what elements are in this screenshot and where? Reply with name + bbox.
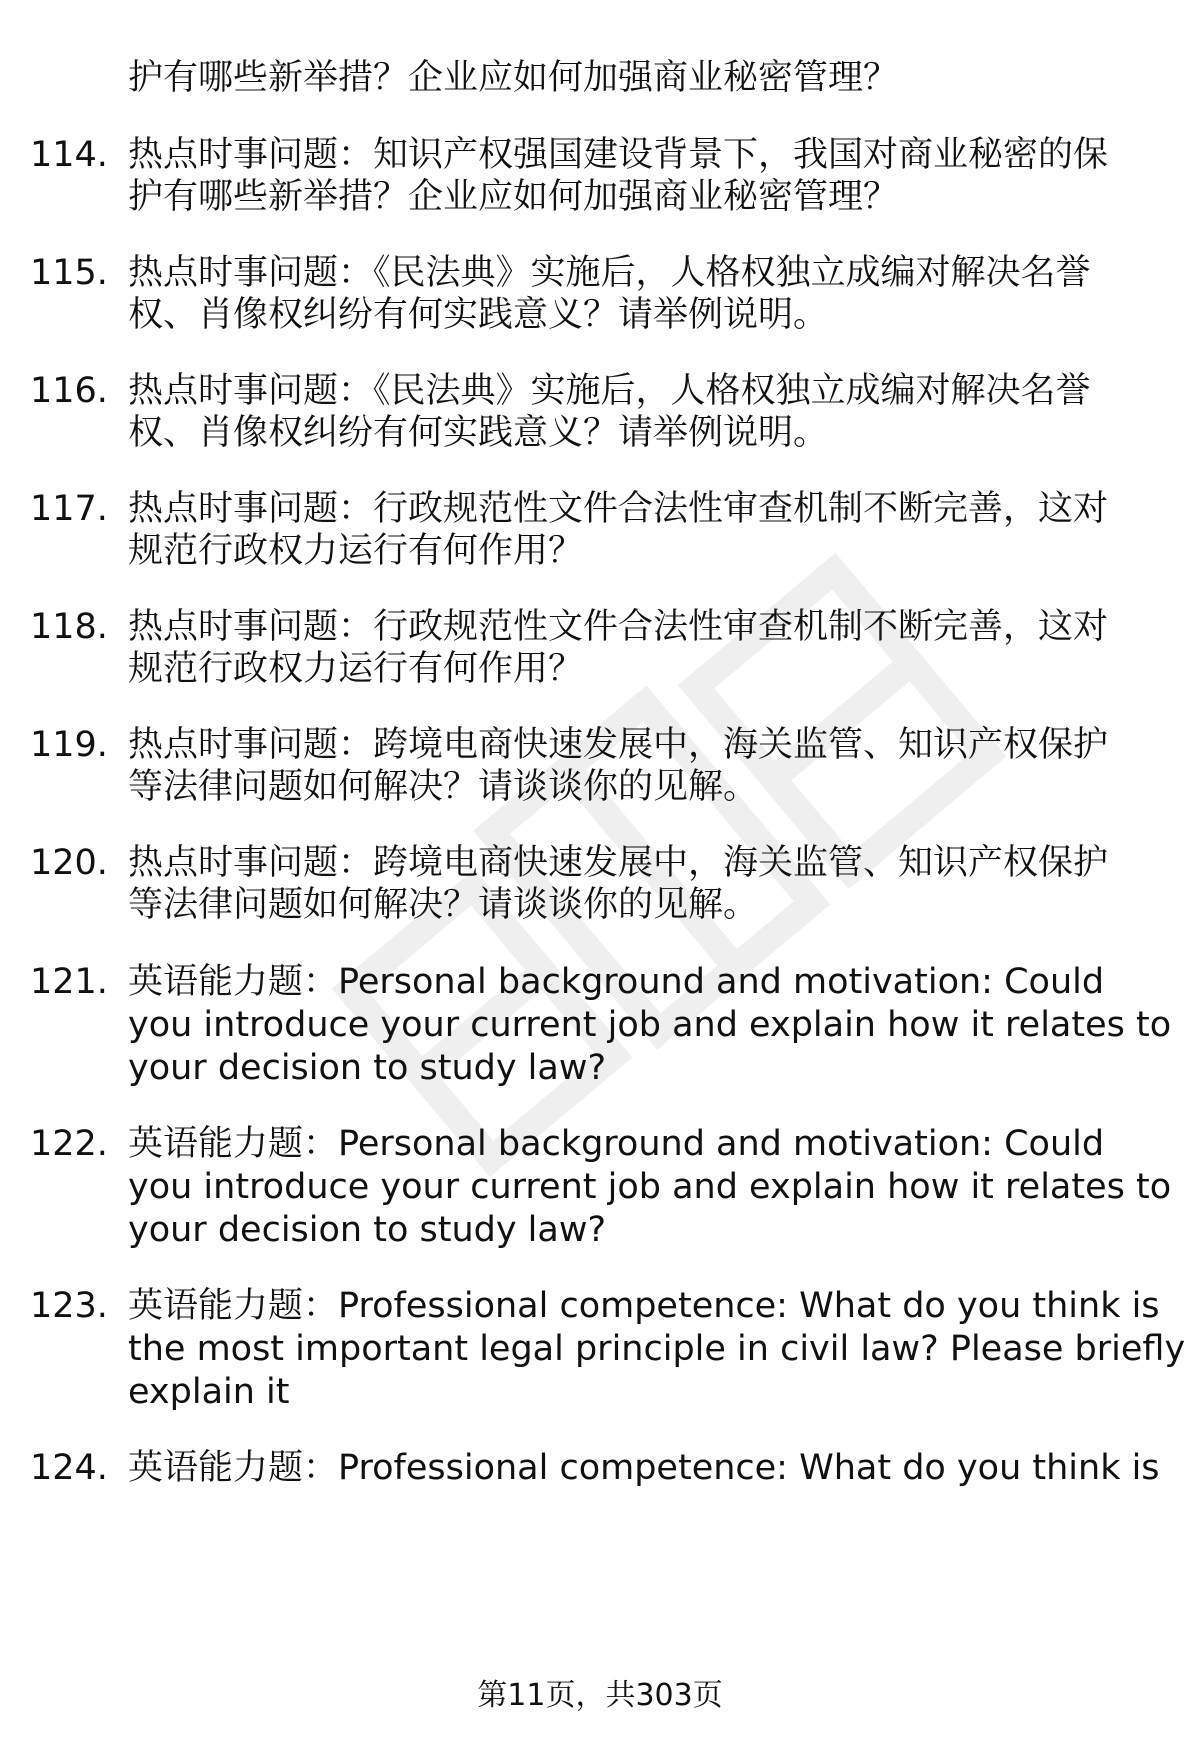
- question-number: 115.: [30, 253, 108, 293]
- question-text-line: 热点时事问题：跨境电商快速发展中，海关监管、知识产权保护: [128, 843, 1109, 883]
- question-text-line: 规范行政权力运行有何作用？: [128, 649, 584, 689]
- question-text-line: 热点时事问题：行政规范性文件合法性审查机制不断完善，这对: [128, 607, 1109, 647]
- question-text-line: 护有哪些新举措？企业应如何加强商业秘密管理？: [128, 177, 899, 217]
- continuation-line: 护有哪些新举措？企业应如何加强商业秘密管理？: [128, 58, 899, 98]
- question-text-line: the most important legal principle in civil law? Please briefly: [128, 1329, 1186, 1369]
- question-text-line: 热点时事问题：知识产权强国建设背景下，我国对商业秘密的保: [128, 135, 1109, 175]
- question-text-line: you introduce your current job and explain how it relates to: [128, 1005, 1172, 1045]
- question-text-line: 热点时事问题：行政规范性文件合法性审查机制不断完善，这对: [128, 489, 1109, 529]
- question-number: 122.: [30, 1124, 108, 1164]
- question-text-line: 热点时事问题：跨境电商快速发展中，海关监管、知识产权保护: [128, 725, 1109, 765]
- question-text-line: your decision to study law?: [128, 1048, 607, 1088]
- question-text-line: 英语能力题：Professional competence: What do you think is: [128, 1286, 1160, 1326]
- question-text-line: explain it: [128, 1372, 290, 1412]
- question-text-line: 等法律问题如何解决？请谈谈你的见解。: [128, 767, 759, 807]
- question-text-line: you introduce your current job and explain how it relates to: [128, 1167, 1172, 1207]
- question-number: 118.: [30, 607, 108, 647]
- question-number: 116.: [30, 371, 108, 411]
- question-number: 121.: [30, 962, 108, 1002]
- question-text-line: 英语能力题：Personal background and motivation: Could: [128, 962, 1105, 1002]
- question-text-line: 英语能力题：Professional competence: What do you think is: [128, 1448, 1160, 1488]
- question-text-line: your decision to study law?: [128, 1210, 607, 1250]
- question-text-line: 等法律问题如何解决？请谈谈你的见解。: [128, 885, 759, 925]
- question-number: 124.: [30, 1448, 108, 1488]
- question-text-line: 规范行政权力运行有何作用？: [128, 531, 584, 571]
- page-footer: 第11页，共303页: [477, 1678, 723, 1713]
- question-number: 123.: [30, 1286, 108, 1326]
- question-text-line: 热点时事问题：《民法典》实施后，人格权独立成编对解决名誉: [128, 253, 1091, 293]
- question-number: 117.: [30, 489, 108, 529]
- question-text-line: 热点时事问题：《民法典》实施后，人格权独立成编对解决名誉: [128, 371, 1091, 411]
- question-text-line: 英语能力题：Personal background and motivation: Could: [128, 1124, 1105, 1164]
- question-number: 120.: [30, 843, 108, 883]
- question-text-line: 权、肖像权纠纷有何实践意义？请举例说明。: [128, 295, 829, 335]
- question-text-line: 权、肖像权纠纷有何实践意义？请举例说明。: [128, 413, 829, 453]
- question-number: 119.: [30, 725, 108, 765]
- question-number: 114.: [30, 135, 108, 175]
